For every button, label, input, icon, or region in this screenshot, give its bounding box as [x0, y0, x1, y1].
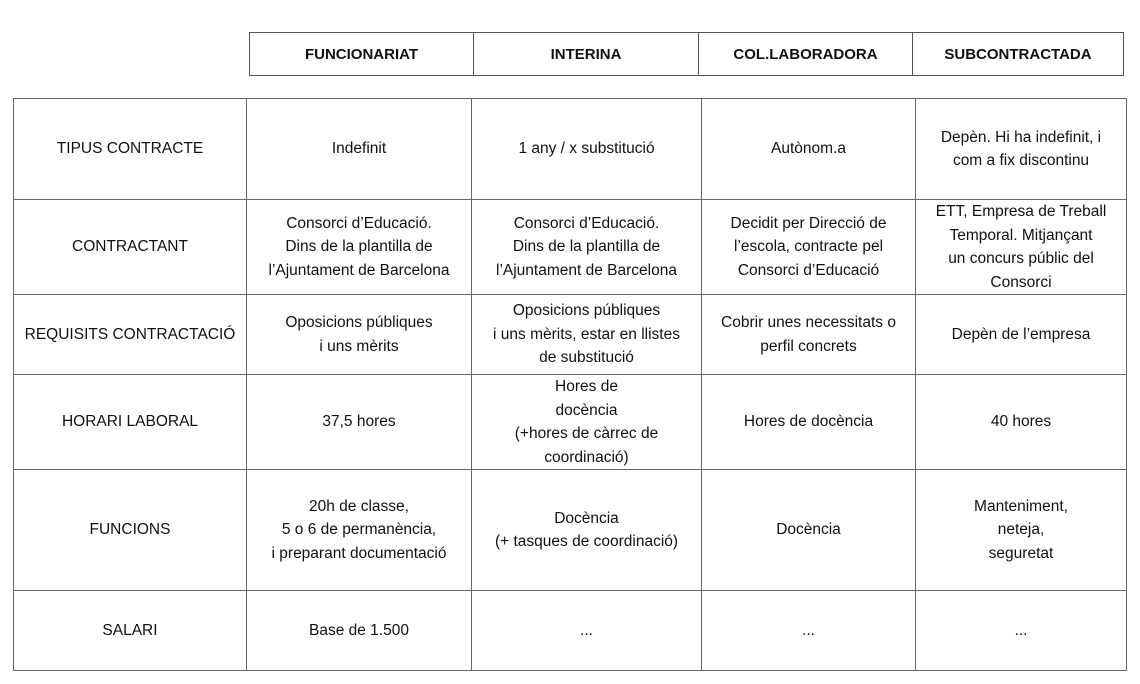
- row-label-requisits-contractacio: REQUISITS CONTRACTACIÓ: [14, 295, 247, 375]
- row-label-contractant: CONTRACTANT: [14, 200, 247, 295]
- row-label-tipus-contracte: TIPUS CONTRACTE: [14, 99, 247, 200]
- cell-interina: Hores de docència (+hores de càrrec de coordinació): [472, 375, 702, 470]
- cell-subcontractada: Depèn. Hi ha indefinit, i com a fix discontinu: [916, 99, 1127, 200]
- cell-funcionariat: Oposicions públiques i uns mèrits: [247, 295, 472, 375]
- cell-subcontractada: ETT, Empresa de Treball Temporal. Mitjançant un concurs públic del Consorci: [916, 200, 1127, 295]
- cell-col-laboradora: Decidit per Direcció de l’escola, contracte pel Consorci d’Educació: [702, 200, 916, 295]
- cell-col-laboradora: Cobrir unes necessitats o perfil concrets: [702, 295, 916, 375]
- cell-interina: 1 any / x substitució: [472, 99, 702, 200]
- table-row-requisits-contractacio: [14, 295, 1127, 375]
- table-row-horari-laboral: [14, 375, 1127, 470]
- column-header-table: [249, 32, 1124, 76]
- row-label-funcions: FUNCIONS: [14, 470, 247, 591]
- cell-interina: Docència (+ tasques de coordinació): [472, 470, 702, 591]
- column-header-subcontractada: SUBCONTRACTADA: [913, 33, 1124, 76]
- column-header-col-laboradora: COL.LABORADORA: [699, 33, 913, 76]
- cell-subcontractada: ...: [916, 591, 1127, 671]
- cell-col-laboradora: ...: [702, 591, 916, 671]
- cell-col-laboradora: Docència: [702, 470, 916, 591]
- cell-funcionariat: Base de 1.500: [247, 591, 472, 671]
- cell-funcionariat: 37,5 hores: [247, 375, 472, 470]
- column-header-row: [250, 33, 1124, 76]
- cell-subcontractada: Depèn de l’empresa: [916, 295, 1127, 375]
- cell-funcionariat: Indefinit: [247, 99, 472, 200]
- cell-subcontractada: Manteniment, neteja, seguretat: [916, 470, 1127, 591]
- cell-subcontractada: 40 hores: [916, 375, 1127, 470]
- cell-interina: Consorci d’Educació. Dins de la plantilla de l’Ajuntament de Barcelona: [472, 200, 702, 295]
- cell-funcionariat: 20h de classe, 5 o 6 de permanència, i preparant documentació: [247, 470, 472, 591]
- row-label-salari: SALARI: [14, 591, 247, 671]
- cell-col-laboradora: Hores de docència: [702, 375, 916, 470]
- cell-col-laboradora: Autònom.a: [702, 99, 916, 200]
- cell-interina: Oposicions públiques i uns mèrits, estar en llistes de substitució: [472, 295, 702, 375]
- row-label-horari-laboral: HORARI LABORAL: [14, 375, 247, 470]
- table-row-salari: [14, 591, 1127, 671]
- cell-funcionariat: Consorci d’Educació. Dins de la plantilla de l’Ajuntament de Barcelona: [247, 200, 472, 295]
- table-row-tipus-contracte: [14, 99, 1127, 200]
- table-row-contractant: [14, 200, 1127, 295]
- table-row-funcions: [14, 470, 1127, 591]
- column-header-funcionariat: FUNCIONARIAT: [250, 33, 474, 76]
- comparison-table: [13, 98, 1127, 671]
- cell-interina: ...: [472, 591, 702, 671]
- column-header-interina: INTERINA: [474, 33, 699, 76]
